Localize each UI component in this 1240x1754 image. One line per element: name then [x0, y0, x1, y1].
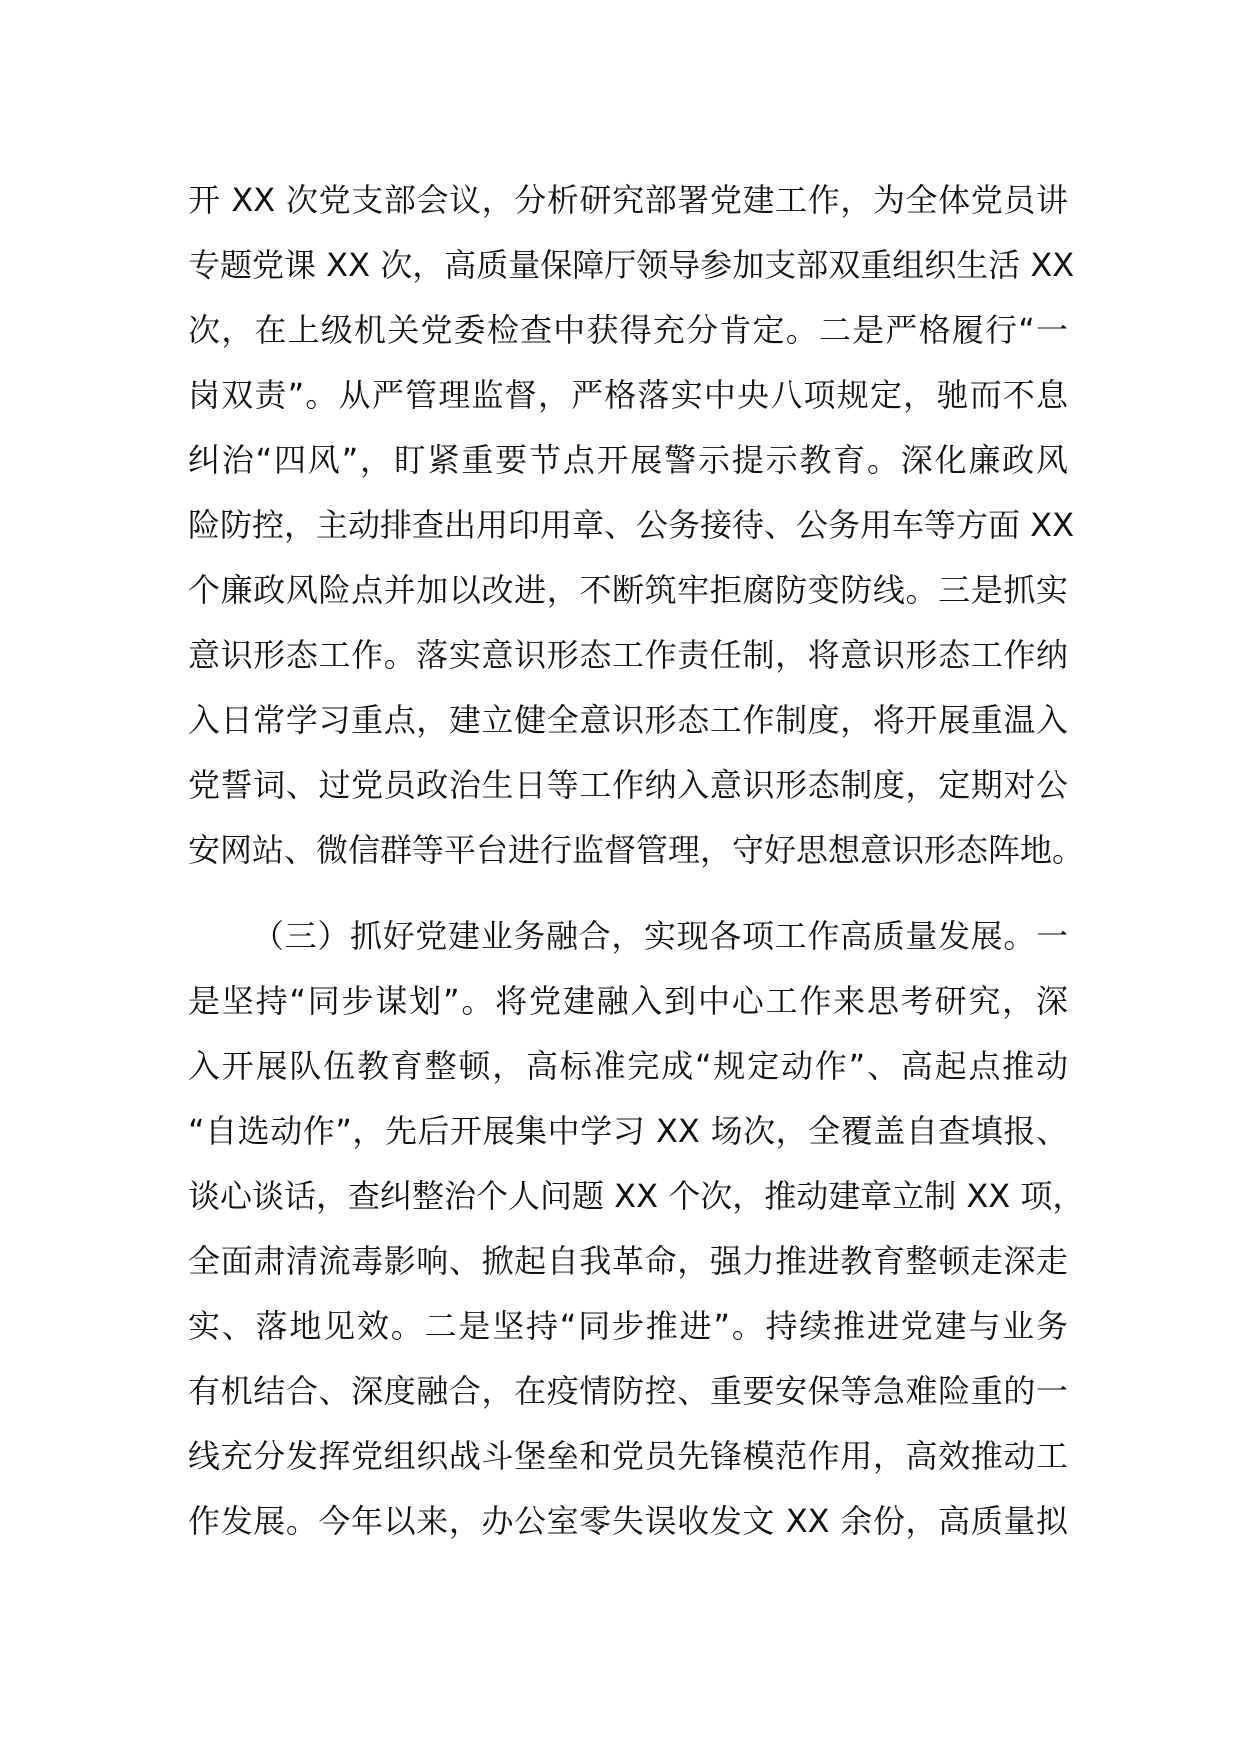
text-line: 安网站、微信群等平台进行监督管理，守好思想意识形态阵地。: [188, 831, 1085, 869]
text-line: 实、落地见效。二是坚持“同步推进”。持续推进党建与业务: [188, 1307, 1068, 1345]
paragraph-spacer: [188, 883, 1068, 904]
text-line: 党誓词、过党员政治生日等工作纳入意识形态制度，定期对公: [188, 766, 1068, 804]
paragraph-2: [188, 904, 1085, 1554]
text-line: 险防控，主动排查出用印用章、公务接待、公务用车等方面 XX: [188, 506, 1075, 544]
text-line: 作发展。今年以来，办公室零失误收发文 XX 余份，高质量拟: [188, 1502, 1068, 1540]
text-line: 次，在上级机关党委检查中获得充分肯定。二是严格履行“一: [188, 311, 1068, 349]
text-line: 有机结合、深度融合，在疫情防控、重要安保等急难险重的一: [188, 1372, 1068, 1410]
text-line: 岗双责”。从严管理监督，严格落实中央八项规定，驰而不息: [188, 376, 1068, 414]
text-line: 纠治“四风”，盯紧重要节点开展警示提示教育。深化廉政风: [188, 441, 1068, 479]
text-line: “自选动作”，先后开展集中学习 XX 场次，全覆盖自查填报、: [188, 1112, 1068, 1150]
text-line: 意识形态工作。落实意识形态工作责任制，将意识形态工作纳: [188, 636, 1068, 674]
text-line: 是坚持“同步谋划”。将党建融入到中心工作来思考研究，深: [188, 982, 1068, 1020]
text-line: （三）抓好党建业务融合，实现各项工作高质量发展。一: [252, 917, 1068, 955]
text-line: 谈心谈话，查纠整治个人问题 XX 个次，推动建章立制 XX 项，: [188, 1177, 1085, 1215]
text-line: 全面肃清流毒影响、掀起自我革命，强力推进教育整顿走深走: [188, 1242, 1068, 1280]
text-line: 入日常学习重点，建立健全意识形态工作制度，将开展重温入: [188, 701, 1068, 739]
text-line: 专题党课 XX 次，高质量保障厅领导参加支部双重组织生活 XX: [188, 246, 1075, 284]
text-line: 个廉政风险点并加以改进，不断筑牢拒腐防变防线。三是抓实: [188, 571, 1068, 609]
text-line: 入开展队伍教育整顿，高标准完成“规定动作”、高起点推动: [188, 1047, 1068, 1085]
paragraph-1: [188, 168, 1085, 883]
text-line: 开 XX 次党支部会议，分析研究部署党建工作，为全体党员讲: [188, 181, 1068, 219]
document-body: [188, 168, 1085, 1554]
text-line: 线充分发挥党组织战斗堡垒和党员先锋模范作用，高效推动工: [188, 1437, 1068, 1475]
